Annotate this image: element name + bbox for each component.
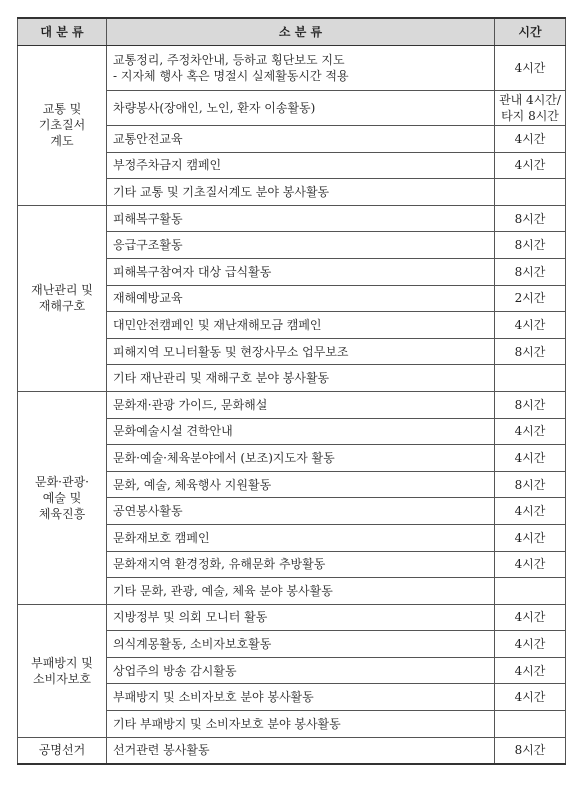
table-row: [18, 604, 566, 631]
header-subcategory: 소 분 류: [107, 18, 495, 46]
subcategory-text: 상업주의 방송 감시활동: [113, 663, 237, 678]
hours-cell: [495, 604, 566, 631]
hours-text: 4시간: [514, 158, 546, 173]
subcategory-text: 재해예방교육: [113, 291, 183, 306]
hours-cell: [495, 179, 566, 206]
hours-text: 8시간: [514, 264, 546, 279]
category-cell: [18, 737, 107, 764]
hours-text: 4시간: [514, 61, 546, 75]
subcategory-text: 대민안전캠페인 및 재난재해모금 캠페인: [113, 317, 322, 332]
hours-text: 8시간: [514, 344, 546, 359]
subcategory-text: 기타 재난관리 및 재해구호 분야 봉사활동: [113, 371, 330, 386]
subcategory-text: 문화재보호 캠페인: [113, 530, 210, 545]
subcategory-text: 문화재지역 환경정화, 유해문화 추방활동: [113, 557, 326, 572]
hours-text: 8시간: [514, 743, 546, 758]
subcategory-text: 부패방지 및 소비자보호 분야 봉사활동: [113, 690, 314, 705]
hours-text: 4시간: [514, 530, 546, 545]
subcategory-text: 피해지역 모니터활동 및 현장사무소 업무보조: [113, 344, 349, 359]
subcategory-cell: [107, 179, 495, 206]
hours-cell: [495, 232, 566, 259]
hours-cell: [495, 578, 566, 605]
subcategory-text: 기타 문화, 관광, 예술, 체육 분야 봉사활동: [113, 583, 333, 598]
subcategory-text: 교통안전교육: [113, 131, 183, 146]
subcategory-text: 공연봉사활동: [113, 504, 183, 519]
subcategory-cell: [107, 604, 495, 631]
subcategory-cell: [107, 631, 495, 658]
table-row: [18, 46, 566, 91]
subcategory-text: 문화예술시설 견학안내: [113, 424, 233, 439]
hours-cell: [495, 418, 566, 445]
category-label: 소비자보호: [33, 671, 91, 686]
subcategory-cell: [107, 684, 495, 711]
hours-text: 4시간: [514, 424, 546, 439]
category-label: 공명선거: [38, 743, 86, 758]
hours-cell: [495, 285, 566, 312]
hours-text: 타지 8시간: [501, 109, 559, 123]
category-label: 교통 및: [42, 102, 82, 117]
subcategory-cell: [107, 737, 495, 764]
hours-text: 2시간: [514, 291, 546, 306]
category-cell: [18, 46, 107, 206]
header-hours: 시간: [495, 18, 566, 46]
subcategory-cell: [107, 126, 495, 153]
table-body: [18, 46, 566, 764]
hours-cell: [495, 711, 566, 738]
hours-text: 4시간: [514, 637, 546, 652]
subcategory-cell: [107, 551, 495, 578]
subcategory-text: - 지자체 행사 혹은 명절시 실제활동시간 적용: [113, 69, 349, 83]
category-label: 체육진흥: [38, 506, 86, 521]
category-label: 문화·관광·: [35, 474, 89, 489]
hours-text: 4시간: [514, 131, 546, 146]
hours-text: 관내 4시간/: [499, 93, 561, 107]
subcategory-text: 차량봉사(장애인, 노인, 환자 이송활동): [113, 101, 316, 115]
subcategory-cell: [107, 657, 495, 684]
subcategory-text: 피해복구활동: [113, 211, 183, 226]
hours-text: 4시간: [514, 610, 546, 625]
subcategory-cell: [107, 498, 495, 525]
subcategory-text: 기타 교통 및 기초질서계도 분야 봉사활동: [113, 184, 330, 199]
hours-cell: [495, 657, 566, 684]
subcategory-text: 피해복구참여자 대상 급식활동: [113, 264, 272, 279]
hours-cell: [495, 152, 566, 179]
hours-cell: [495, 631, 566, 658]
subcategory-cell: [107, 711, 495, 738]
header-category: 대 분 류: [18, 18, 107, 46]
subcategory-text: 의식계몽활동, 소비자보호활동: [113, 637, 272, 652]
hours-text: 4시간: [514, 450, 546, 465]
hours-cell: [495, 498, 566, 525]
hours-cell: [495, 551, 566, 578]
hours-text: 4시간: [514, 690, 546, 705]
subcategory-cell: [107, 391, 495, 418]
hours-cell: [495, 524, 566, 551]
subcategory-cell: [107, 524, 495, 551]
subcategory-cell: [107, 205, 495, 232]
subcategory-text: 부정주차금지 캠페인: [113, 158, 222, 173]
hours-text: 4시간: [514, 557, 546, 572]
hours-cell: [495, 312, 566, 339]
hours-cell: [495, 737, 566, 764]
hours-cell: [495, 338, 566, 365]
hours-text: 4시간: [514, 663, 546, 678]
subcategory-cell: [107, 312, 495, 339]
subcategory-cell: [107, 471, 495, 498]
subcategory-text: 응급구조활동: [113, 238, 183, 253]
category-cell: [18, 391, 107, 604]
hours-cell: [495, 91, 566, 126]
hours-cell: [495, 258, 566, 285]
category-cell: [18, 205, 107, 391]
hours-text: 8시간: [514, 238, 546, 253]
category-label: 부패방지 및: [31, 655, 93, 670]
hours-text: 4시간: [514, 317, 546, 332]
hours-cell: [495, 684, 566, 711]
hours-text: 8시간: [514, 211, 546, 226]
category-cell: [18, 604, 107, 737]
hours-text: 4시간: [514, 504, 546, 519]
subcategory-cell: [107, 152, 495, 179]
category-label: 계도: [50, 134, 74, 149]
subcategory-text: 문화, 예술, 체육행사 지원활동: [113, 477, 272, 492]
subcategory-cell: [107, 338, 495, 365]
subcategory-cell: [107, 418, 495, 445]
subcategory-text: 문화·예술·체육분야에서 (보조)지도자 활동: [113, 450, 335, 465]
subcategory-text: 선거관련 봉사활동: [113, 743, 210, 758]
table-header-row: [18, 18, 566, 46]
subcategory-cell: [107, 91, 495, 126]
hours-cell: [495, 471, 566, 498]
hours-text: 8시간: [514, 397, 546, 412]
table-row: [18, 205, 566, 232]
hours-cell: [495, 126, 566, 153]
subcategory-cell: [107, 445, 495, 472]
subcategory-text: 기타 부패방지 및 소비자보호 분야 봉사활동: [113, 716, 341, 731]
volunteer-hours-table: [17, 17, 566, 765]
subcategory-cell: [107, 258, 495, 285]
subcategory-cell: [107, 578, 495, 605]
category-label: 재난관리 및: [31, 283, 93, 298]
subcategory-cell: [107, 365, 495, 392]
volunteer-hours-table-container: [17, 17, 566, 765]
hours-cell: [495, 391, 566, 418]
subcategory-cell: [107, 285, 495, 312]
subcategory-cell: [107, 46, 495, 91]
hours-text: 8시간: [514, 477, 546, 492]
table-row: [18, 737, 566, 764]
hours-cell: [495, 205, 566, 232]
subcategory-text: 교통정리, 주정차안내, 등하교 횡단보도 지도: [113, 53, 345, 67]
subcategory-text: 문화재·관광 가이드, 문화해설: [113, 397, 268, 412]
category-label: 기초질서: [38, 118, 86, 133]
subcategory-text: 지방정부 및 의회 모니터 활동: [113, 610, 268, 625]
hours-cell: [495, 365, 566, 392]
category-label: 예술 및: [42, 490, 82, 505]
table-row: [18, 391, 566, 418]
hours-cell: [495, 445, 566, 472]
subcategory-cell: [107, 232, 495, 259]
hours-cell: [495, 46, 566, 91]
category-label: 재해구호: [38, 299, 86, 314]
